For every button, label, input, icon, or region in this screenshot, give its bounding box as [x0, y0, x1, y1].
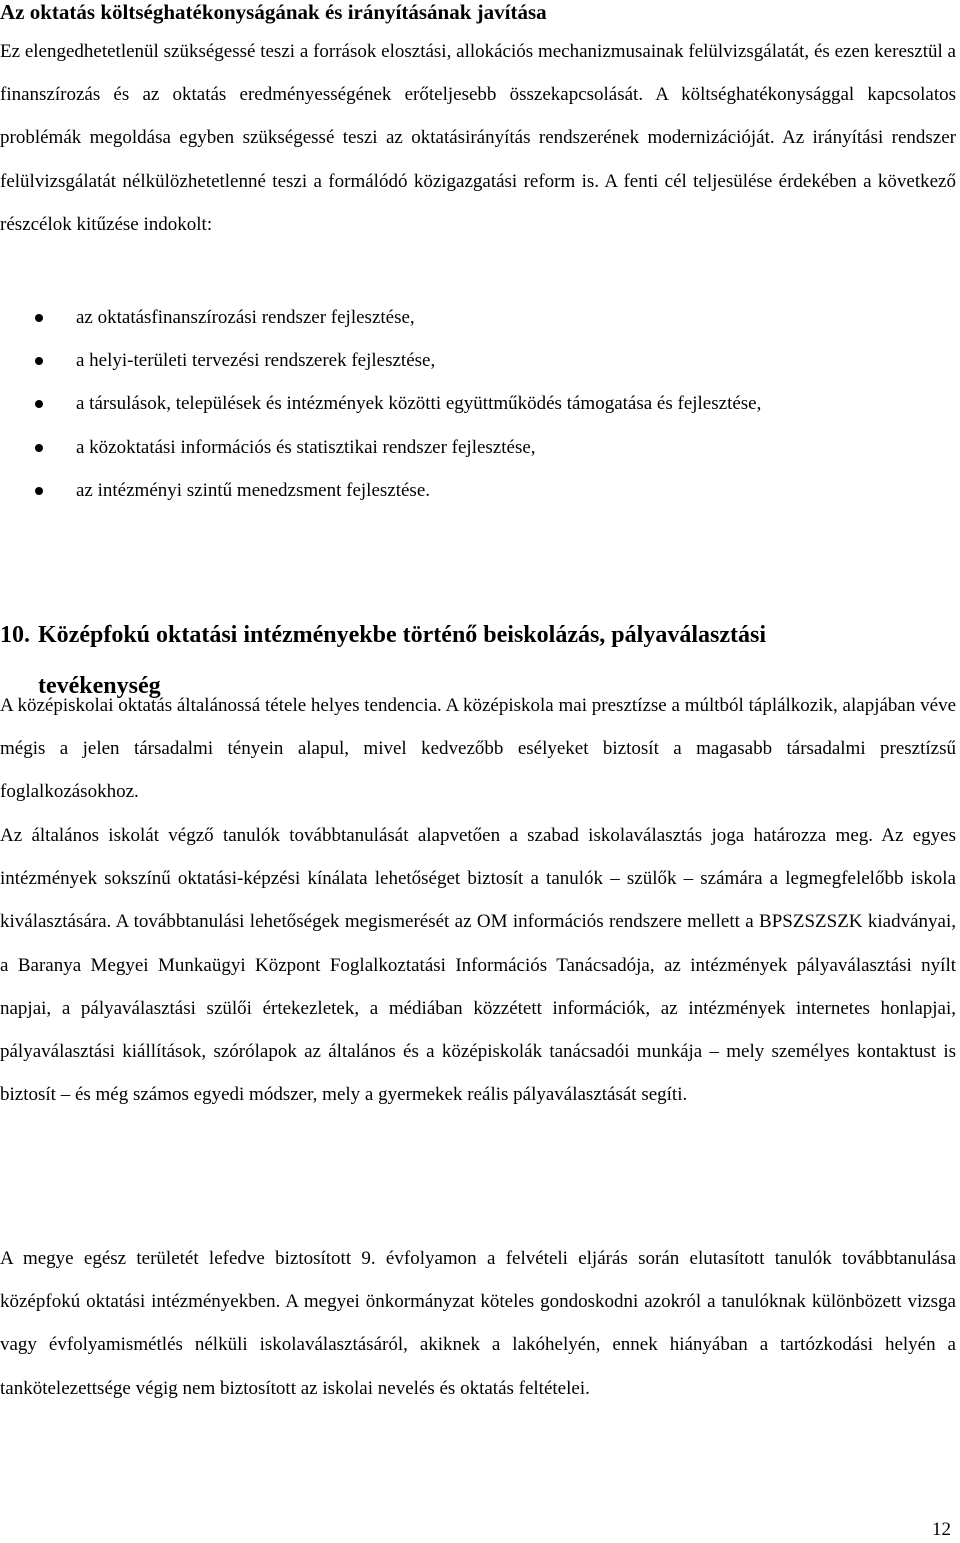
- bullet-icon: [35, 444, 43, 452]
- list-item-text: a társulások, települések és intézmények közötti együttműködés támogatása és fejlesztése,: [76, 393, 762, 415]
- chapter-number: 10.: [0, 622, 30, 648]
- section-paragraph: Ez elengedhetetlenül szükségessé teszi a források elosztási, allokációs mechanizmusainak felülvizsgálatát, és ezen keresztül a finanszírozás és az oktatás eredményességének erőteljesebb összekapcsolását. A költséghatékonysággal kapcsolatos problémák megoldása egyben szükségessé teszi az oktatásirányítás rendszerének modernizációját. Az irányítási rendszer felülvizsgálatát nélkülözhetetlenné teszi a formálódó közigazgatási reform is. A fenti cél teljesülése érdekében a következő részcélok kitűzése indokolt:: [0, 41, 956, 235]
- bullet-icon: [35, 357, 43, 365]
- bullet-icon: [35, 487, 43, 495]
- list-item-text: az intézményi szintű menedzsment fejlesztése.: [76, 479, 430, 501]
- list-item: [0, 296, 956, 339]
- bullet-icon: [35, 314, 43, 322]
- list-item-text: a közoktatási információs és statisztikai rendszer fejlesztése,: [76, 436, 536, 458]
- goal-list: [0, 296, 956, 512]
- page-number: 12: [932, 1519, 951, 1540]
- chapter-paragraph: A középiskolai oktatás általánossá tétele helyes tendencia. A középiskola mai presztízse a múltból táplálkozik, alapjában véve mégis a jelen társadalmi tényein alapul, mivel kedvezőbb esélyeket biztosít a magasabb társadalmi presztízsű foglalkozásokhoz.: [0, 695, 956, 803]
- list-item: [0, 469, 956, 512]
- chapter-paragraph: A megye egész területét lefedve biztosított 9. évfolyamon a felvételi eljárás során elutasított tanulók továbbtanulása középfokú oktatási intézményekben. A megyei önkormányzat köteles gondoskodni azokról a tanulóknak különbözett vizsga vagy évfolyamismétlés nélküli iskolaválasztásáról, akiknek a lakóhelyén, ennek hiányában a tartózkodási helyén a tankötelezettsége végig nem biztosított az iskolai nevelés és oktatás feltételei.: [0, 1248, 956, 1399]
- chapter-title-line1: Középfokú oktatási intézményekbe történő beiskolázás, pályaválasztási: [38, 622, 766, 648]
- chapter-title-line2: tevékenység: [38, 673, 161, 699]
- list-item-text: az oktatásfinanszírozási rendszer fejlesztése,: [76, 307, 415, 328]
- list-item: [0, 382, 956, 425]
- list-item-text: a helyi-területi tervezési rendszerek fejlesztése,: [76, 350, 436, 372]
- bullet-icon: [35, 400, 43, 408]
- list-item: [0, 426, 956, 469]
- list-item: [0, 339, 956, 382]
- section-heading: Az oktatás költséghatékonyságának és irányításának javítása: [0, 0, 547, 24]
- chapter-paragraph: Az általános iskolát végző tanulók továbbtanulását alapvetően a szabad iskolaválasztás joga határozza meg. Az egyes intézmények sokszínű oktatási-képzési kínálata lehetőséget biztosít a tanulók – szülők – számára a legmegfelelőbb iskola kiválasztására. A továbbtanulási lehetőségek megismerését az OM információs rendszere mellett a BPSZSZSZK kiadványai, a Baranya Megyei Munkaügyi Központ Foglalkoztatási Információs Tanácsadója, az intézmények pályaválasztási nyílt napjai, a pályaválasztási szülői értekezletek, a médiában közzétett információk, az intézmények internetes honlapjai, pályaválasztási kiállítások, szórólapok az általános és a középiskolák tanácsadói munkája – mely személyes kontaktust is biztosít – és még számos egyedi módszer, mely a gyermekek reális pályaválasztását segíti.: [0, 825, 956, 1106]
